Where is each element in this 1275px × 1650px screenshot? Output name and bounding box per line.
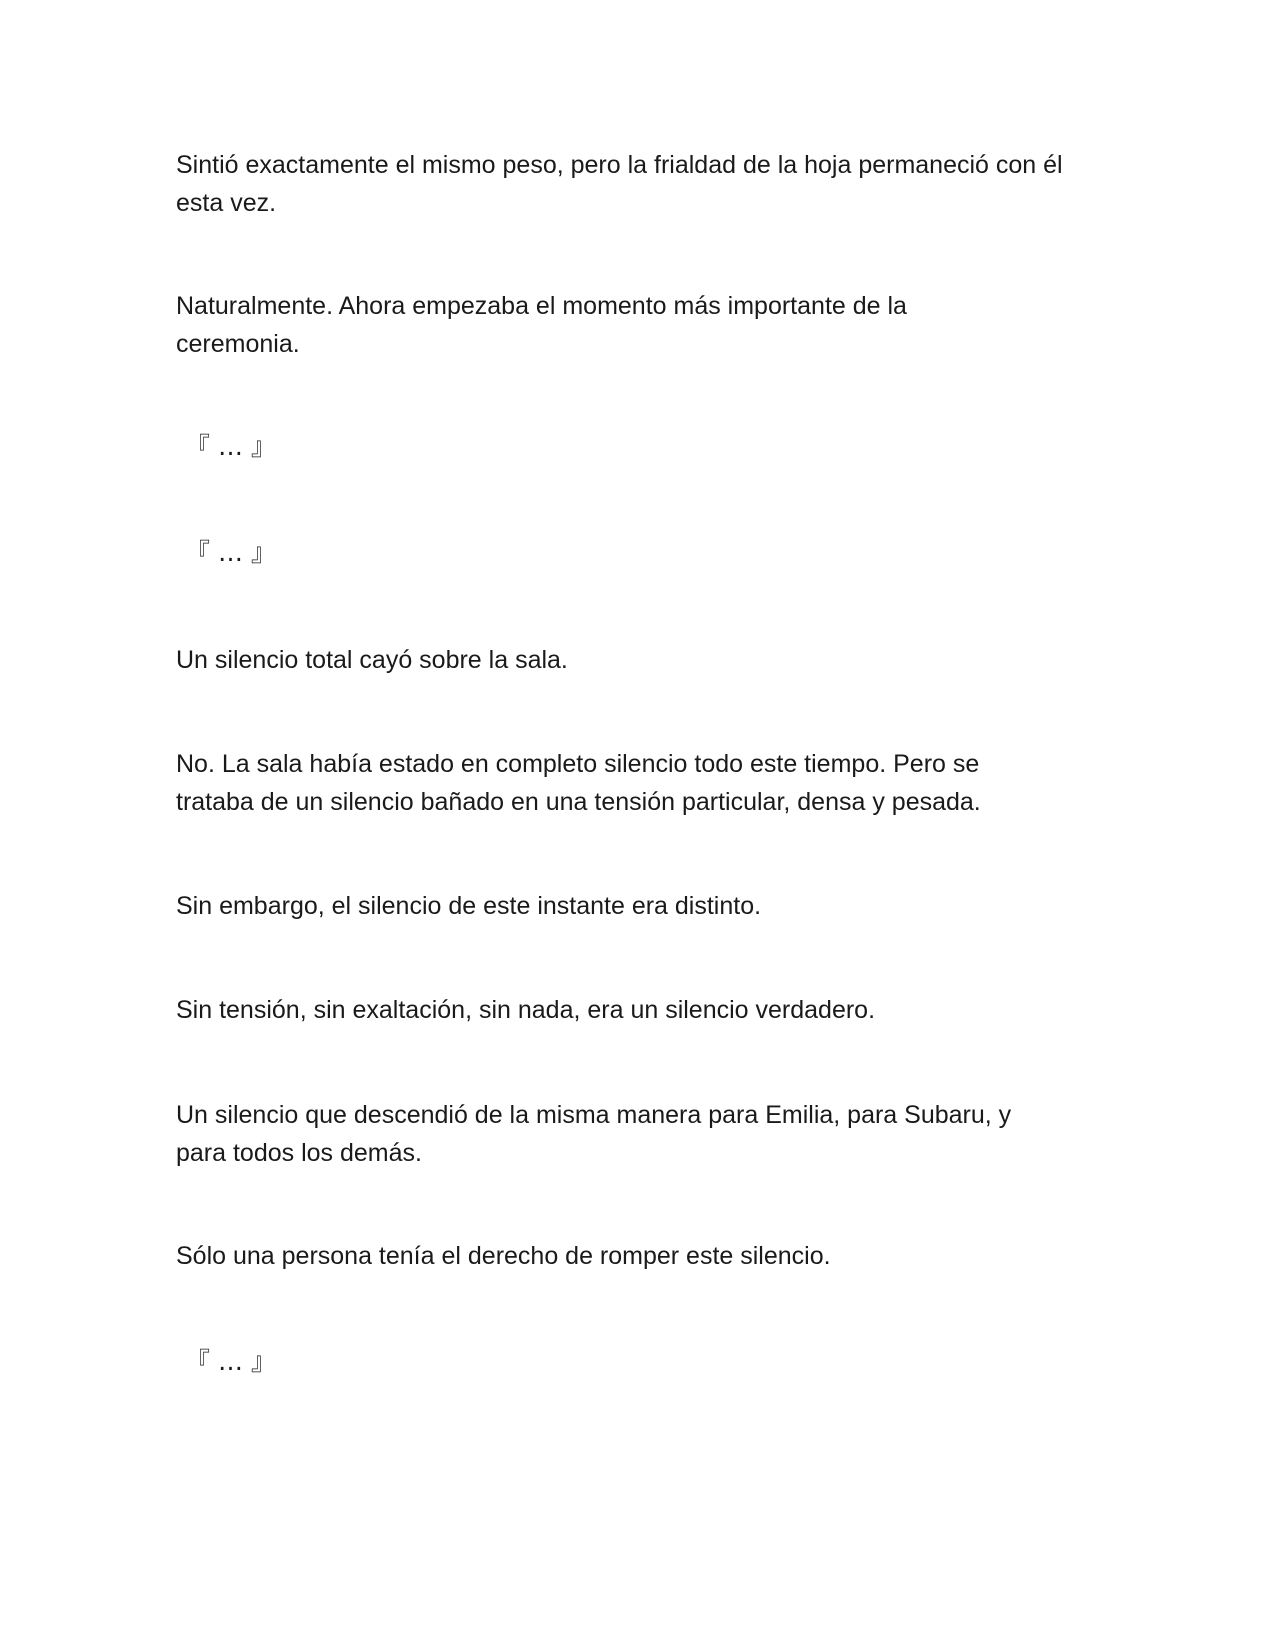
dialogue-ellipsis-2: 『 … 』 — [185, 538, 276, 567]
paragraph-8: Sólo una persona tenía el derecho de romper este silencio. — [176, 1242, 831, 1270]
paragraph-4: No. La sala había estado en completo silencio todo este tiempo. Pero se trataba de un silencio bañado en una tensión particular, densa y pesada. — [176, 750, 981, 816]
dialogue-ellipsis-3: 『 … 』 — [185, 1347, 276, 1376]
paragraph-6: Sin tensión, sin exaltación, sin nada, era un silencio verdadero. — [176, 996, 876, 1024]
paragraph-3: Un silencio total cayó sobre la sala. — [176, 646, 568, 674]
paragraph-5: Sin embargo, el silencio de este instante era distinto. — [176, 892, 762, 920]
paragraph-1: Sintió exactamente el mismo peso, pero la frialdad de la hoja permaneció con él esta vez. — [176, 151, 1063, 217]
paragraph-7: Un silencio que descendió de la misma manera para Emilia, para Subaru, y para todos los demás. — [176, 1101, 1012, 1167]
dialogue-ellipsis-1: 『 … 』 — [185, 432, 276, 461]
paragraph-2: Naturalmente. Ahora empezaba el momento más importante de la ceremonia. — [176, 292, 907, 358]
